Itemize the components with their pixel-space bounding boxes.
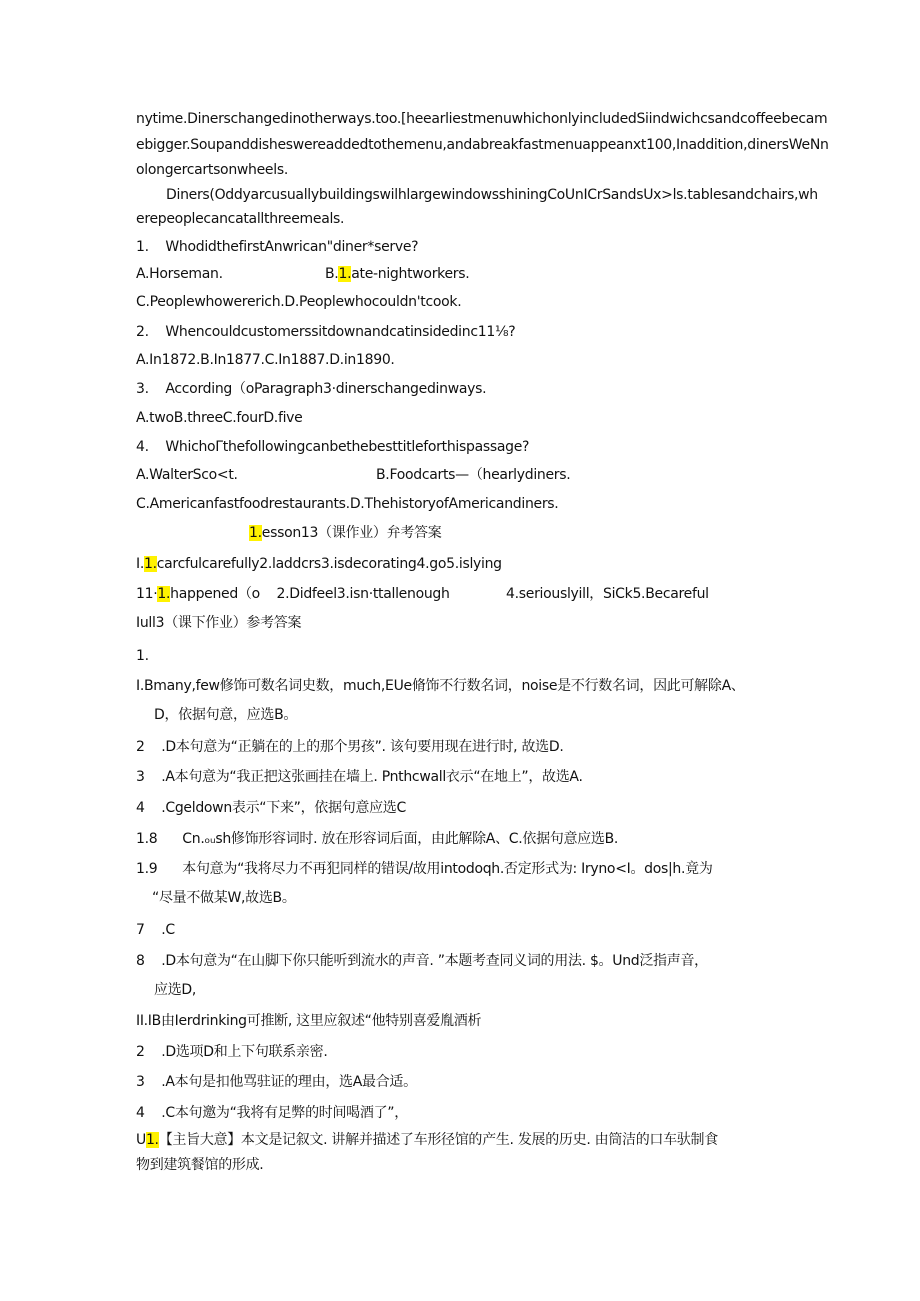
option-a: A.WalterSco<t. bbox=[136, 467, 238, 483]
answer-line: 应选D, bbox=[154, 982, 197, 998]
answer-text: 4.seriouslyill，SiCk5.Becareful bbox=[506, 586, 709, 602]
answer-prefix: U bbox=[136, 1132, 146, 1148]
answer-line: 2 .D选项D和上下句联系亲密. bbox=[136, 1044, 328, 1060]
option-prefix: B. bbox=[325, 266, 339, 282]
answer-line: 物到建筑餐馆的形成. bbox=[136, 1157, 264, 1173]
answer-line: 1. bbox=[136, 648, 149, 664]
answer-line: 1.9 本句意为“我将尽力不再犯同样的错误/故用intodoqh.否定形式为: Iryno<I。dos|h.竟为 bbox=[136, 861, 713, 877]
answer-line: 7 .C bbox=[136, 922, 175, 938]
answer-line: 3 .A本句是扣他骂驻证的理由，选A最合适。 bbox=[136, 1074, 417, 1090]
answer-text: carcfulcarefully2.laddcrs3.isdecorating4.go5.islying bbox=[156, 556, 502, 572]
answer-line: 8 .D本句意为“在山脚下你只能听到流水的声音. ”本题考查同义词的用法. $。Und泛指声音， bbox=[136, 953, 708, 969]
option-a: A.Horseman. bbox=[136, 266, 223, 282]
highlight-mark: 1. bbox=[249, 525, 262, 541]
answer-prefix: I. bbox=[136, 556, 144, 572]
question-2: 2. Whencouldcustomerssitdownandcatinsidedinc11⅛? bbox=[136, 324, 516, 340]
options-cd: C.Americanfastfoodrestaurants.D.ThehistoryofAmericandiners. bbox=[136, 496, 559, 512]
answer-line: I.Bmany,few修饰可数名词史数，much,EUe脩饰不行数名词，noise是不行数名词，因此可解除A、 bbox=[136, 678, 745, 694]
highlight-mark: 1. bbox=[338, 266, 352, 282]
option-b bbox=[325, 265, 469, 283]
option-b: B.Foodcarts—（hearlydiners. bbox=[376, 467, 571, 483]
options-cd: C.Peoplewhowererich.D.Peoplewhocouldn'tcook. bbox=[136, 294, 462, 310]
answer-prefix: 11· bbox=[136, 586, 158, 602]
answer-text: happened（o 2.Didfeel3.isn·ttallenough bbox=[170, 586, 450, 602]
highlight-mark: 1. bbox=[157, 586, 171, 602]
section-title-text: esson13（课作业）弁考答案 bbox=[261, 525, 442, 541]
passage-line: Diners(OddyarcusuallybuildingswilhlargewindowsshiningCoUnICrSandsUx>ls.tablesandchairs,wh bbox=[166, 187, 818, 203]
answer-line bbox=[136, 555, 502, 573]
answer-line: II.IB由Ierdrinking可推断, 这里应叙述“他特别喜爱胤酒析 bbox=[136, 1013, 482, 1029]
highlight-mark: 1. bbox=[143, 556, 157, 572]
answer-line: 3 .A本句意为“我正把这张画挂在墙上. Pnthcwall衣示“在地上”，故选A. bbox=[136, 769, 583, 785]
answer-line bbox=[136, 1131, 718, 1149]
answer-line: 1.8 Cn.ₒᵤsh修饰形容词时. 放在形容词后面，由此解除A、C.依据句意应选B. bbox=[136, 831, 619, 847]
option-text: ate-nightworkers. bbox=[351, 266, 470, 282]
options: A.twoB.threeC.fourD.five bbox=[136, 410, 303, 426]
answer-line: D，依据句意，应选B。 bbox=[154, 707, 298, 723]
question-1: 1. WhodidthefirstAnwrican"diner*serve? bbox=[136, 239, 419, 255]
answer-line bbox=[136, 585, 450, 603]
options: A.In1872.B.In1877.C.In1887.D.in1890. bbox=[136, 352, 395, 368]
answer-section-title: Iull3（课下作业）参考答案 bbox=[136, 615, 302, 631]
passage-line: nytime.Dinerschangedinotherways.too.[heearliestmenuwhichonlyincludedSiindwichcsandcoffeebecam bbox=[136, 111, 828, 127]
answer-line: 2 .D本句意为“正躺在的上的那个男孩”. 该句要用现在进行时, 故选D. bbox=[136, 739, 564, 755]
passage-line: erepeoplecancatallthreemeals. bbox=[136, 211, 345, 227]
answer-line: “尽量不做某W,故选B。 bbox=[152, 890, 296, 906]
passage-line: ebigger.Soupanddisheswereaddedtothemenu,andabreakfastmenuappeanxt100,Inaddition,dinersWeNn bbox=[136, 137, 829, 153]
highlight-mark: 1. bbox=[145, 1132, 159, 1148]
passage-line: olongercartsonwheels. bbox=[136, 162, 288, 178]
answer-text: 【主旨大意】本文是记叙文. 讲解并描述了车形径馆的产生. 发展的历史. 由筒洁的口车驮制食 bbox=[158, 1132, 718, 1148]
question-3: 3. According（oParagraph3·dinerschangedinways. bbox=[136, 381, 487, 397]
answer-line: 4 .Cgeldown表示“下来”，依据句意应选C bbox=[136, 800, 406, 816]
question-4: 4. WhichoΓthefollowingcanbethebesttitleforthispassage? bbox=[136, 439, 530, 455]
answer-section-title bbox=[249, 524, 441, 542]
answer-line: 4 .C本句邀为“我将有足弊的时间喝酒了”， bbox=[136, 1105, 408, 1121]
